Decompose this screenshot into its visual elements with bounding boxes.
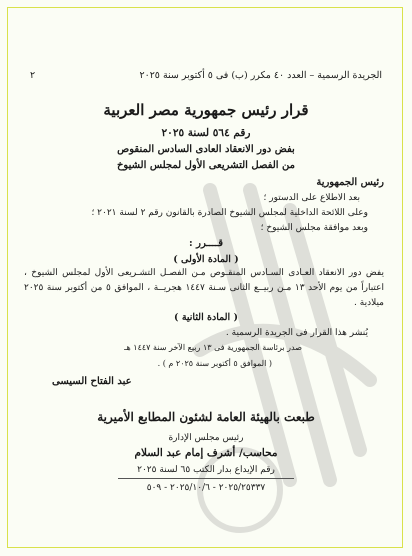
issued-line-2: ( الموافق ٥ أكتوبر سنة ٢٠٢٥ م ) . (157, 359, 272, 368)
decree-subject-1: بفض دور الانعقاد العادى السادس المنقوص (117, 144, 295, 155)
article-1-heading: ( المادة الأولى ) (173, 254, 239, 265)
deposit-number: رقم الإيداع بدار الكتب ٦٥ لسنة ٢٠٢٥ (137, 465, 275, 475)
preamble-line: وبعد موافقة مجلس الشيوخ ؛ (260, 223, 368, 233)
print-code: ٢٠٢٥/٢٥٣٣٧ - ٢٠٢٥/١٠/٦ - ٥٠٩ (146, 483, 266, 493)
decree-number: رقم ٥٦٤ لسنة ٢٠٢٥ (161, 127, 251, 139)
decided-heading: قــــرر : (188, 238, 224, 249)
page-number: ٢ (30, 70, 36, 81)
article-2-text: يُنشر هذا القرار فى الجريدة الرسمية . (225, 328, 368, 338)
preamble-heading: رئيس الجمهورية (316, 177, 384, 188)
printer-name: طبعت بالهيئة العامة لشئون المطابع الأميرية (97, 410, 315, 424)
footer-divider (118, 478, 294, 479)
header-title: الجريدة الرسمية – العدد ٤٠ مكرر (ب) فى ٥ أكتوبر سنة ٢٠٢٥ (139, 70, 382, 81)
signature: عبد الفتاح السيسى (52, 376, 132, 387)
board-title: رئيس مجلس الإدارة (168, 433, 244, 443)
article-2-heading: ( المادة الثانية ) (174, 312, 238, 323)
chairman-name: محاسب/ أشرف إمام عبد السلام (134, 447, 278, 459)
issued-line-1: صدر برئاسة الجمهورية فى ١٣ ربيع الآخر سنة ١٤٤٧ هـ (124, 343, 302, 352)
decree-subject-2: من الفصل التشريعى الأول لمجلس الشيوخ (116, 160, 296, 171)
decree-title: قرار رئيس جمهورية مصر العربية (103, 101, 309, 119)
preamble-line: وعلى اللائحة الداخلية لمجلس الشيوخ الصادرة بالقانون رقم ٢ لسنة ٢٠٢١ ؛ (91, 208, 368, 218)
preamble-line: بعد الاطلاع على الدستور ؛ (263, 193, 360, 203)
article-1-text: يفض دور الانعقاد العـادى السـادس المنقـوص مـن الفصـل التشـريعى الأول لمجلس الشيوخ ، اعتباراً من يوم الأحد ١٣ مـن ربيــع الثانى سـنة ١٤٤٧ هجريــة ، الموافق ٥ من أكتوبر سنة ٢٠٢٥ ميلادية . (24, 268, 384, 308)
